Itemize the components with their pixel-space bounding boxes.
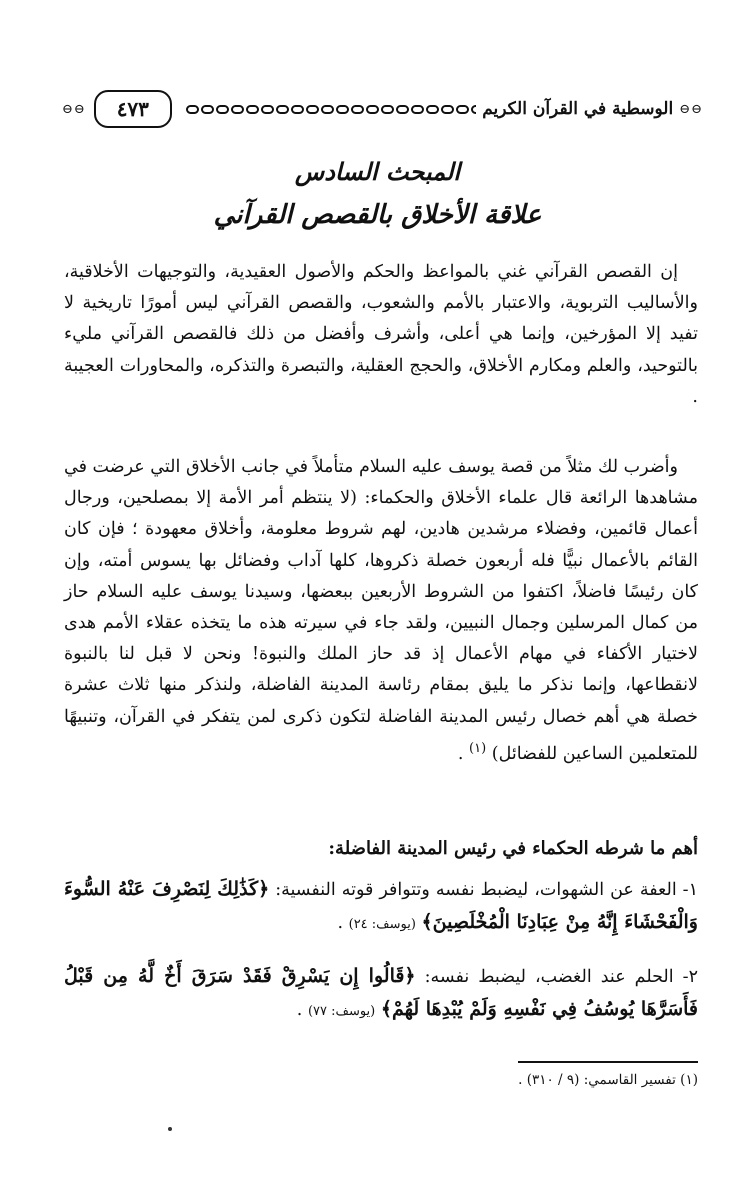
chain-link xyxy=(186,105,199,114)
chain-link xyxy=(246,105,259,114)
chain-link xyxy=(426,105,439,114)
header-right-ornament: ⊖⊖ xyxy=(679,101,703,117)
footnote-divider xyxy=(518,1061,698,1063)
print-speck xyxy=(168,1127,172,1131)
header-left-ornament: ⊖⊖ xyxy=(62,101,86,117)
paragraph-end: . xyxy=(457,743,464,764)
chain-link xyxy=(471,105,476,114)
quran-quote: ﴿كَذَٰلِكَ لِنَصْرِفَ عَنْهُ السُّوءَ وَالْفَحْشَاءَ إِنَّهُ مِنْ عِبَادِنَا الْمُخْلَصِينَ﴾ xyxy=(64,878,698,933)
chain-link xyxy=(351,105,364,114)
chain-link xyxy=(441,105,454,114)
chain-link xyxy=(216,105,229,114)
header-chain-ornament xyxy=(186,105,476,114)
item-end: . xyxy=(296,1000,303,1020)
list-item xyxy=(64,960,698,1028)
chain-link xyxy=(336,105,349,114)
item-text: ٢- الحلم عند الغضب، ليضبط نفسه: xyxy=(424,967,698,987)
chain-link xyxy=(276,105,289,114)
chain-link xyxy=(456,105,469,114)
quran-quote: ﴿قَالُوا إِن يَسْرِقْ فَقَدْ سَرَقَ أَخٌ لَّهُ مِن قَبْلُ فَأَسَرَّهَا يُوسُفُ فِي نَفْسِهِ وَلَمْ يُبْدِهَا لَهُمْ﴾ xyxy=(64,965,698,1020)
chain-link xyxy=(411,105,424,114)
chain-link xyxy=(291,105,304,114)
book-title: الوسطية في القرآن الكريم xyxy=(482,99,674,119)
footnote-ref: (١) xyxy=(469,740,487,756)
verse-reference: (يوسف: ٧٧) xyxy=(307,1004,376,1019)
paragraph-intro: إن القصص القرآني غني بالمواعظ والحكم والأصول العقيدية، والتوجيهات الأخلاقية، والأساليب التربوية، والاعتبار بالأمم والشعوب، والقصص القرآني ليس أمورًا تاريخية لا تفيد إلا المؤرخين، وإنما هي أعلى، وأشرف وأفضل من ذلك فالقصص القرآني مليء بالتوحيد، والعلم ومكارم الأخلاق، والحجج العقلية، والتبصرة والتذكره، والمحاورات العجيبة . xyxy=(64,262,698,407)
list-heading: أهم ما شرطه الحكماء في رئيس المدينة الفاضلة: xyxy=(328,838,698,859)
verse-reference: (يوسف: ٢٤) xyxy=(348,917,416,932)
chain-link xyxy=(231,105,244,114)
paragraph-yusuf-example xyxy=(64,452,698,770)
footnote: (١) تفسير القاسمي: (٩ / ٣١٠) . xyxy=(518,1072,698,1088)
chain-link xyxy=(306,105,319,114)
chain-link xyxy=(201,105,214,114)
page-number-box xyxy=(94,90,172,128)
list-item xyxy=(64,873,698,941)
item-end: . xyxy=(337,913,344,933)
chain-link xyxy=(396,105,409,114)
chain-link xyxy=(381,105,394,114)
running-header xyxy=(62,88,703,130)
chain-link xyxy=(261,105,274,114)
item-text: ١- العفة عن الشهوات، ليضبط نفسه وتتوافر قوته النفسية: xyxy=(275,880,698,900)
chain-link xyxy=(366,105,379,114)
chain-link xyxy=(321,105,334,114)
section-heading: المبحث السادس xyxy=(294,157,461,186)
paragraph-body: وأضرب لك مثلاً من قصة يوسف عليه السلام متأملاً في جانب الأخلاق التي عرضت في مشاهدها الرائعة قال علماء الأخلاق والحكماء: (لا ينتظم أمر الأمة إلا بمصلحين، ورجال أعمال قائمين، وفضلاء مرشدين هادين، لهم شروط معلومة، وأخلاق معهودة ؛ فإن كان القائم بالأعمال نبيًّا فله أربعون خصلة ذكروها، كلها آداب وفضائل بها يسوس أمته، وإن كان رئيسًا فاضلاً، اكتفوا من الشروط الأربعين ببعضها، وسيدنا يوسف عليه السلام حاز من كمال المرسلين وجمال النبيين، ولقد جاء في سيرته هذه ما يتخذه عقلاء الأمم هدى لاختيار الأكفاء في مهام الأعمال إذ قد حاز الملك والنبوة! ونحن لا قبل لنا بالنبوة لانقطاعها، وإنما نذكر ما يليق بمقام رئاسة المدينة الفاضلة، ولنذكر منها ثلاث عشرة خصلة هي أهم خصال رئيس المدينة الفاضلة لتكون ذكرى لمن يتفكر في القرآن، وتنبيهًا للمتعلمين الساعين للفضائل) xyxy=(64,457,698,764)
page-number: ٤٧٣ xyxy=(116,97,149,121)
section-title: علاقة الأخلاق بالقصص القرآني xyxy=(213,200,542,230)
